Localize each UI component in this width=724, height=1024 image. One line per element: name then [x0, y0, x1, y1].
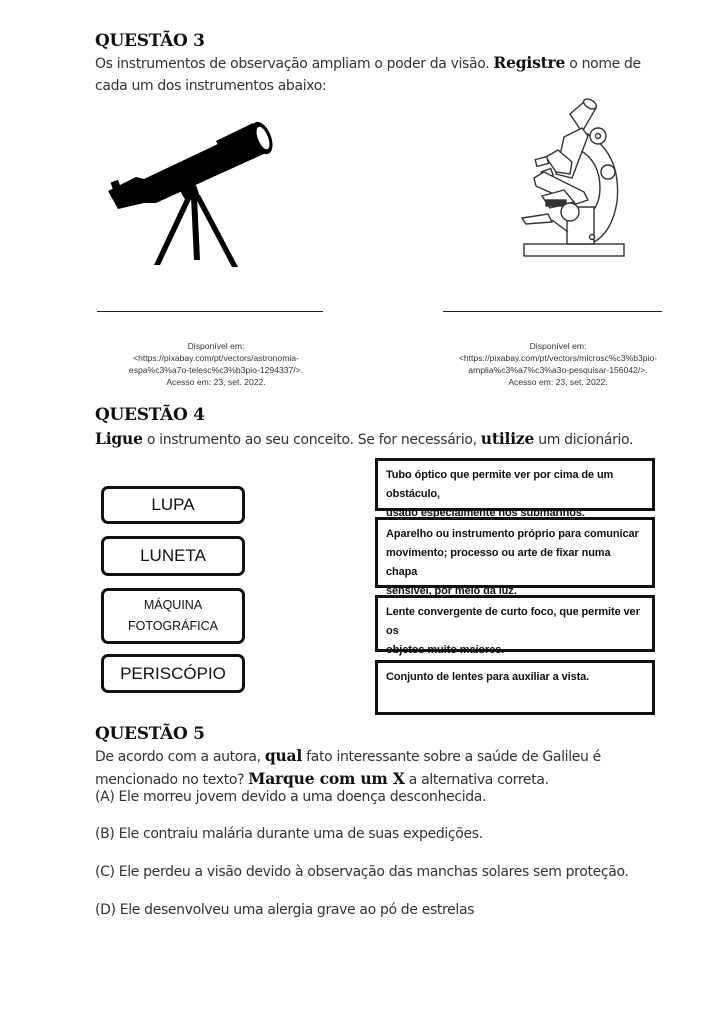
- definition-maquina-fotografica[interactable]: Aparelho ou instrumento próprio para comunicar movimento; processo ou arte de fixar numa chapa sensível, por meio da luz.: [375, 517, 655, 588]
- image-credit-telescope: Disponível em: <https://pixabay.com/pt/vectors/astronomia- espa%c3%a7o-telesc%c3%b3pio-1294337/>. Acesso em: 23, set. 2022.: [98, 340, 334, 388]
- option-a[interactable]: (A) Ele morreu jovem devido a uma doença desconhecida.: [95, 789, 487, 805]
- option-d[interactable]: (D) Ele desenvolveu uma alergia grave ao pó de estrelas: [95, 902, 475, 918]
- question-3-title: QUESTÃO 3: [95, 31, 205, 51]
- question-3-prompt: Os instrumentos de observação ampliam o poder da visão. Registre o nome de cada um dos instrumentos abaixo:: [95, 53, 641, 94]
- question-5-title: QUESTÃO 5: [95, 724, 205, 744]
- definition-periscopio[interactable]: Tubo óptico que permite ver por cima de um obstáculo, usado especialmente nos submarinos.: [375, 458, 655, 511]
- question-4-title: QUESTÃO 4: [95, 405, 205, 425]
- answer-line-telescope[interactable]: [97, 311, 323, 312]
- credit-link: <https://pixabay.com/pt/vectors/astronomia-: [133, 353, 299, 363]
- emphasis-registre: Registre: [493, 53, 566, 72]
- answer-line-microscope[interactable]: [443, 311, 662, 312]
- question-5-prompt: De acordo com a autora, qual fato interessante sobre a saúde de Galileu é mencionado no texto? Marque com um X a alternativa correta.: [95, 746, 601, 788]
- question-4-prompt: Ligue o instrumento ao seu conceito. Se for necessário, utilize um dicionário.: [95, 429, 634, 448]
- microscope-icon: [512, 92, 652, 262]
- term-lupa[interactable]: LUPA: [101, 486, 245, 524]
- telescope-icon: [98, 105, 288, 275]
- option-b[interactable]: (B) Ele contraiu malária durante uma de suas expedições.: [95, 826, 483, 842]
- term-periscopio[interactable]: PERISCÓPIO: [101, 654, 245, 693]
- option-c[interactable]: (C) Ele perdeu a visão devido à observação das manchas solares sem proteção.: [95, 864, 629, 880]
- term-luneta[interactable]: LUNETA: [101, 536, 245, 576]
- credit-link: <https://pixabay.com/pt/vectors/microsc%c3%b3pio-: [458, 353, 658, 363]
- term-maquina-fotografica[interactable]: MÁQUINA FOTOGRÁFICA: [101, 588, 245, 644]
- image-credit-microscope: Disponível em: <https://pixabay.com/pt/vectors/microsc%c3%b3pio- amplia%c3%a7%c3%a3o-pesquisar-156042/>. Acesso em: 23, set. 2022.: [438, 340, 678, 388]
- definition-lupa[interactable]: Lente convergente de curto foco, que permite ver os objetos muito maiores.: [375, 595, 655, 652]
- definition-luneta[interactable]: Conjunto de lentes para auxiliar a vista.: [375, 660, 655, 715]
